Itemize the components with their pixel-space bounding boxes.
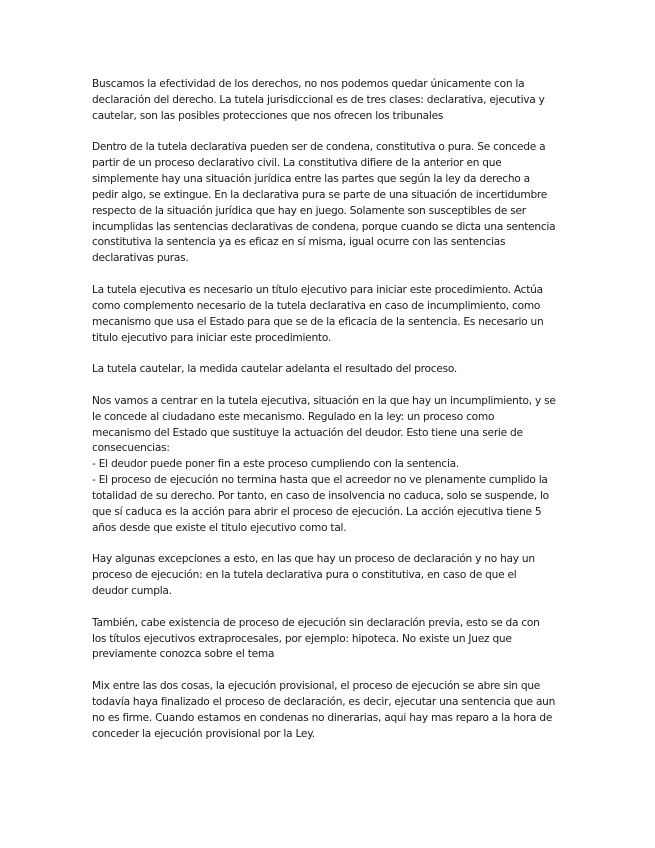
text-line: años desde que existe el titulo ejecutivo como tal.: [92, 521, 347, 534]
text-line: constitutiva la sentencia ya es eficaz en sí misma, igual ocurre con las sentencias: [92, 236, 506, 249]
text-line: le concede al ciudadano este mecanismo. Regulado en la ley: un proceso como: [92, 410, 495, 423]
text-line: Dentro de la tutela declarativa pueden ser de condena, constitutiva o pura. Se concede a: [92, 141, 546, 154]
text-line: cautelar, son las posibles protecciones que nos ofrecen los tribunales: [92, 109, 444, 122]
paragraph-tutela-ejecutiva: [92, 283, 569, 346]
list-item: - El proceso de ejecución no termina hasta que el acreedor no ve plenamente cumplido la: [92, 474, 548, 487]
text-line: deudor cumpla.: [92, 585, 172, 597]
text-line: mecanismo que usa el Estado para que se de la eficacia de la sentencia. Es necesario un: [92, 315, 544, 328]
text-line: como complemento necesario de la tutela declarativa en caso de incumplimiento, como: [92, 299, 541, 312]
text-line: También, cabe existencia de proceso de ejecución sin declaración previa, esto se da con: [92, 616, 540, 629]
text-line: declarativas puras.: [92, 252, 189, 265]
text-line: todavía haya finalizado el proceso de declaración, es decir, ejecutar una sentencia que aun: [92, 695, 556, 708]
text-line: Buscamos la efectividad de los derechos, no nos podemos quedar únicamente con la: [92, 78, 525, 90]
paragraph-tutela-cautelar: [92, 362, 569, 378]
text-line: declaración del derecho. La tutela jurisdiccional es de tres clases: declarativa, ejecutiva y: [92, 93, 545, 106]
paragraph-sin-declaracion: [92, 616, 569, 664]
text-line: consecuencias:: [92, 442, 170, 455]
list-item: - El deudor puede poner fin a este proceso cumpliendo con la sentencia.: [92, 458, 460, 471]
text-line: simplemente hay una situación jurídica entre las partes que según la ley da derecho a: [92, 173, 530, 186]
text-line: partir de un proceso declarativo civil. La constitutiva difiere de la anterior en que: [92, 157, 502, 170]
paragraph-intro: [92, 77, 569, 125]
text-line: incumplidas las sentencias declarativas de condena, porque cuando se dicta una sentencia: [92, 220, 556, 233]
text-line: Hay algunas excepciones a esto, en las que hay un proceso de declaración y no hay un: [92, 553, 535, 566]
text-line: que sí caduca es la acción para abrir el proceso de ejecución. La acción ejecutiva tiene 5: [92, 505, 542, 518]
text-line: previamente conozca sobre el tema: [92, 648, 275, 661]
text-line: La tutela ejecutiva es necesario un título ejecutivo para iniciar este procedimiento. Actúa: [92, 283, 543, 296]
text-line: Nos vamos a centrar en la tutela ejecutiva, situación en la que hay un incumplimiento, y se: [92, 394, 556, 407]
text-line: La tutela cautelar, la medida cautelar adelanta el resultado del proceso.: [92, 363, 457, 376]
text-line: conceder la ejecución provisional por la Ley.: [92, 727, 315, 740]
text-line: no es firme. Cuando estamos en condenas no dinerarias, aqui hay mas reparo a la hora de: [92, 711, 553, 724]
text-line: pedir algo, se extingue. En la declarativa pura se parte de una situación de incertidumbre: [92, 188, 548, 201]
text-line: Mix entre las dos cosas, la ejecución provisional, el proceso de ejecución se abre sin que: [92, 680, 541, 693]
paragraph-excepciones: [92, 552, 569, 600]
paragraph-centrar-ejecutiva: [92, 394, 569, 537]
text-line: los títulos ejecutivos extraprocesales, por ejemplo: hipoteca. No existe un Juez que: [92, 632, 512, 645]
paragraph-tutela-declarativa: [92, 140, 569, 267]
text-line: titulo ejecutivo para iniciar este procedimiento.: [92, 331, 331, 344]
text-line: mecanismo del Estado que sustituye la actuación del deudor. Esto tiene una serie de: [92, 426, 523, 439]
text-line: totalidad de su derecho. Por tanto, en caso de insolvencia no caduca, solo se suspende, lo: [92, 489, 549, 502]
text-line: respecto de la situación jurídica que hay en juego. Solamente son susceptibles de ser: [92, 204, 526, 217]
document-page: [92, 77, 569, 758]
paragraph-ejecucion-provisional: [92, 679, 569, 742]
text-line: proceso de ejecución: en la tutela declarativa pura o constitutiva, en caso de que el: [92, 569, 517, 582]
